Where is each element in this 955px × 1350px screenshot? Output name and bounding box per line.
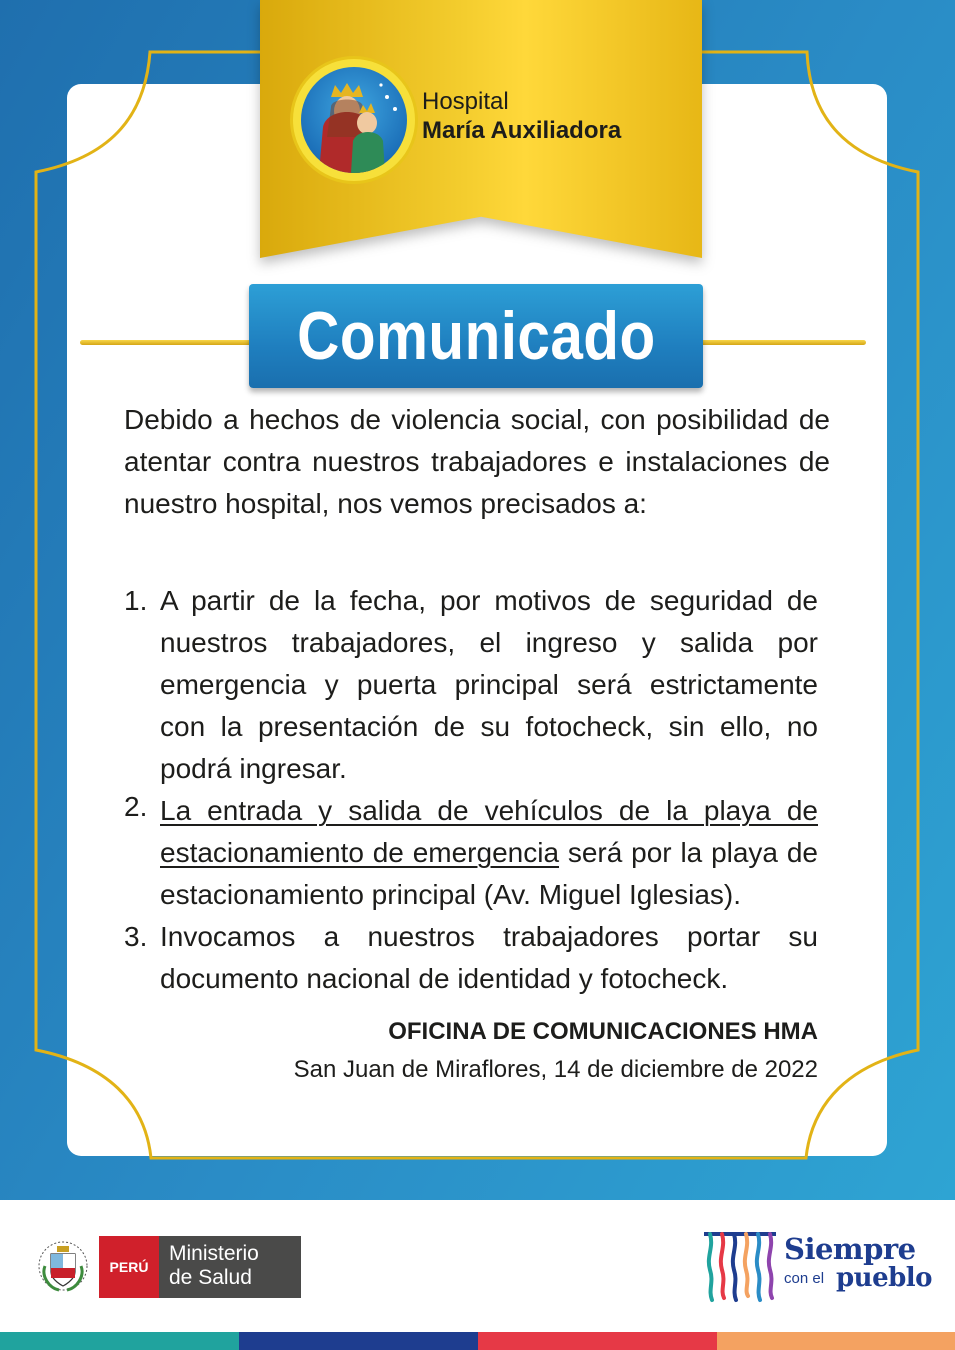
signature-office: OFICINA DE COMUNICACIONES HMA (388, 1018, 818, 1045)
siempre-con-el-pueblo-logo (700, 1226, 933, 1306)
peru-label: PERÚ (99, 1236, 159, 1298)
hospital-logo (290, 56, 418, 184)
list-text: Invocamos a nuestros trabajadores portar su documento nacional de identidad y fotocheck. (160, 921, 818, 994)
list-text (160, 790, 818, 916)
hospital-name (422, 88, 621, 146)
ministry-logo (35, 1236, 301, 1298)
footer-stripe-teal (0, 1332, 239, 1350)
virgin-and-child-emblem-icon (301, 67, 407, 173)
intro-paragraph: Debido a hechos de violencia social, con posibilidad de atentar contra nuestros trabajadores e instalaciones de nuestro hospital, nos vemos precisados a: (124, 404, 830, 519)
list-text-underlined: La entrada y salida de vehículos de la playa de estacionamiento de emergencia (160, 795, 818, 868)
list-text: A partir de la fecha, por motivos de seguridad de nuestros trabajadores, el ingreso y salida por emergencia y puerta principal será estrictamente con la presentación de su fotocheck, sin ello, no podrá ingresar. (160, 585, 818, 784)
signature-place-date: San Juan de Miraflores, 14 de diciembre de 2022 (293, 1056, 818, 1083)
title-banner (249, 284, 703, 388)
colorful-ribbons-icon (700, 1226, 780, 1306)
footer-stripe-orange (717, 1332, 955, 1350)
list-text-rest: será por la playa de estacionamiento principal (Av. Miguel Iglesias). (160, 837, 818, 910)
ministry-name-line2: de Salud (169, 1266, 252, 1289)
slogan-word-siempre: Siempre (784, 1232, 916, 1266)
slogan-word-con-el: con el (784, 1270, 825, 1287)
ministry-name (159, 1236, 301, 1298)
page-title: Comunicado (296, 298, 656, 374)
title-divider-left (80, 340, 260, 345)
list-number: 1. (124, 585, 148, 616)
footer-stripe-red (478, 1332, 717, 1350)
slogan-word-pueblo: pueblo (836, 1263, 933, 1293)
ministry-name-line1: Ministerio (169, 1242, 259, 1265)
title-divider-right (692, 340, 866, 345)
hospital-name-line2: María Auxiliadora (422, 117, 622, 144)
footer-stripe-navy (239, 1332, 478, 1350)
list-number: 3. (124, 921, 148, 952)
hospital-name-line1: Hospital (422, 88, 509, 115)
list-number: 2. (124, 791, 148, 822)
peru-coat-of-arms-icon (35, 1236, 91, 1298)
